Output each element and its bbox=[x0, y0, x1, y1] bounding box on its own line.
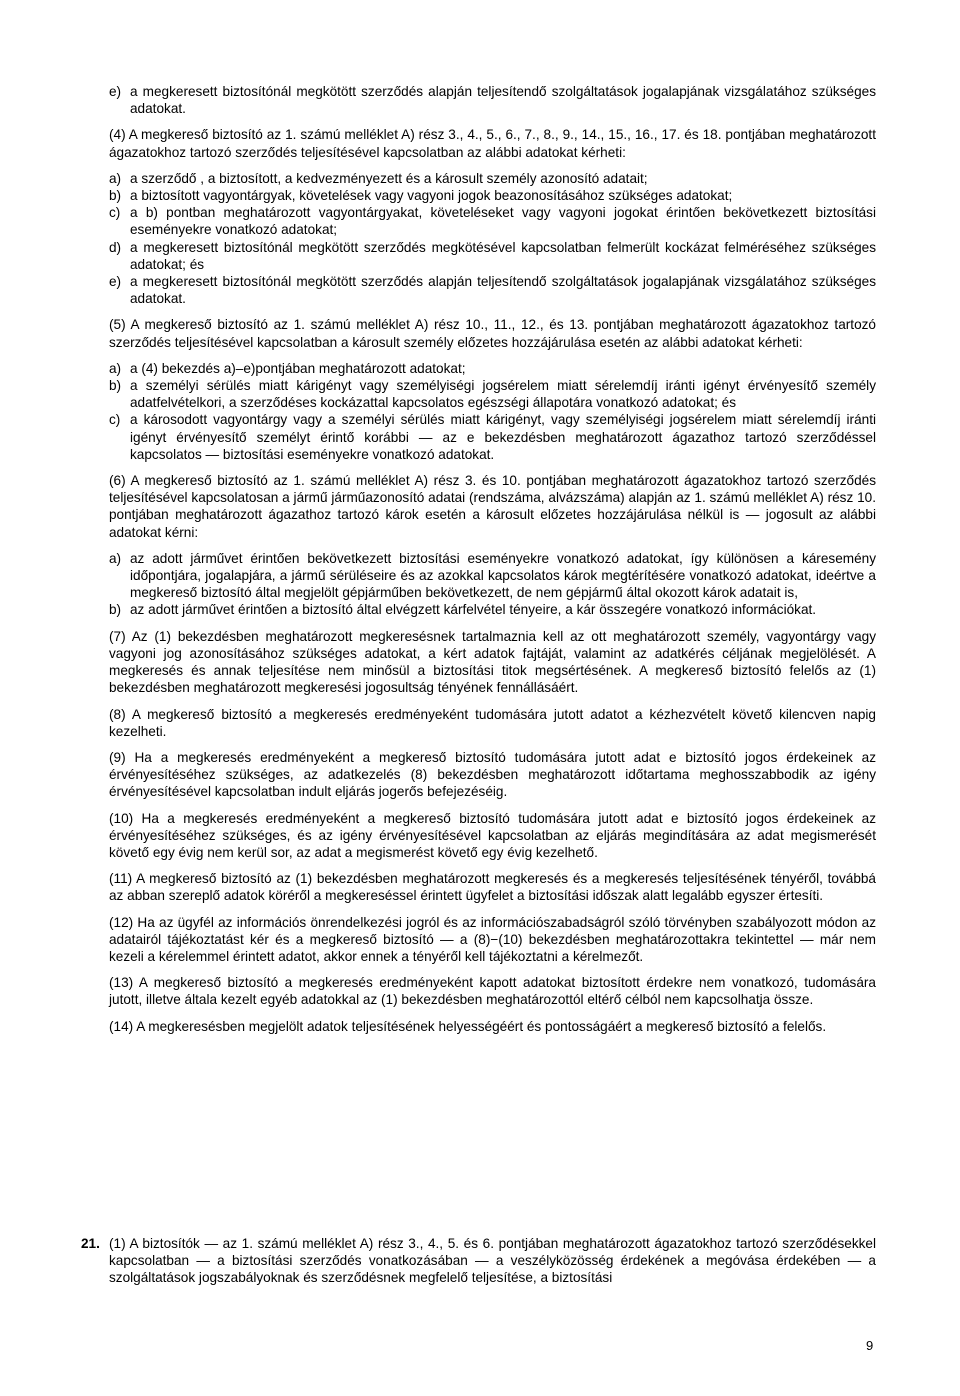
list-item-text: a (4) bekezdés a)–e)pontjában meghatározott adatokat; bbox=[130, 360, 466, 376]
list-item-label: e) bbox=[109, 84, 122, 99]
list-item-label: a) bbox=[109, 550, 122, 566]
paragraph: (5) A megkereső biztosító az 1. számú melléklet A) rész 10., 11., 12., és 13. pontjában meghatározott ágazatokhoz tartozó szerződés teljesítésével kapcsolatban a károsult személy előzetes hozzájárulása esetén az alábbi adatokat kérheti: bbox=[109, 317, 876, 350]
list-item bbox=[109, 411, 876, 463]
paragraph: (11) A megkereső biztosító az (1) bekezdésben meghatározott megkeresés és a megkeresés teljesítésének tényéről, továbbá az abban szereplő adatok köréről a megkereséssel érintett ügyfelet a biztosítási időszak alatt legalább egyszer értesíti. bbox=[109, 871, 876, 904]
list-item-text: a károsodott vagyontárgy vagy a személyi sérülés miatt kárigényt, vagy személyiségi jogsérelem miatt sérelemdíj iránti igényt érvényesítő személyt érintő korábbi — az e bekezdésben meghatározott ágazathoz tartozó szerződéssel kapcsolatos — biztosítási eseményekre vonatkozó adatokat. bbox=[130, 412, 876, 462]
paragraph: (10) Ha a megkeresés eredményeként a megkereső biztosító tudomására jutott adat e biztosító jogos érdekeinek az érvényesítéséhez szükséges, és az igény érvényesítésével kapcsolatban az eljárás megindítására az adat megismerését követő egy évig nem kerül sor, az adat a megismerést követő egy évig kezelhető. bbox=[109, 810, 876, 860]
list-item bbox=[109, 377, 876, 411]
list-item-text: a személyi sérülés miatt kárigényt vagy személyiségi jogsérelem miatt sérelemdíj iránti igényt érvényesítő személy adatfelvételkori, a szerződéses kockázattal kapcsolatos egészségi állapotára vonatkozó adatokat; és bbox=[130, 378, 876, 411]
list-item bbox=[109, 239, 876, 273]
list-item bbox=[109, 360, 876, 377]
list-item-label: a) bbox=[109, 170, 122, 186]
section-number: 21. bbox=[81, 1236, 100, 1251]
section-21 bbox=[81, 1235, 876, 1287]
list-item-text: a megkeresett biztosítónál megkötött szerződés megkötésével kapcsolatban felmerült kockázat felméréséhez szükséges adatokat; és bbox=[130, 239, 876, 272]
page-number: 9 bbox=[866, 1338, 874, 1353]
document-body bbox=[109, 83, 876, 1035]
list-item-text: az adott járművet érintően bekövetkezett biztosítási eseményekre vonatkozó adatokat, így különösen a káresemény időpontjára, jogalapjára, a jármű sérüléseire és az azokkal kapcsolatos károk megtérítésére vonatkozó adatokat, ideértve a megkereső biztosító által megjelölt gépjárműben bekövetkezett, de nem gépjármű által okozott károk adatait is, bbox=[130, 550, 876, 601]
list-item-label: b) bbox=[109, 188, 122, 204]
paragraph: (12) Ha az ügyfél az információs önrendelkezési jogról és az információszabadságról szóló törvényben szabályozott módon az adatairól tájékoztatást kér és a megkereső biztosító — a (8)−(10) bekezdésben meghatározottakra tekintettel — már nem kezeli a kérelemmel érintett adatot, akkor ennek a tényéről kell tájékoztatni a kérelmezőt. bbox=[109, 914, 876, 964]
list-item-label: b) bbox=[109, 602, 122, 618]
list-item bbox=[109, 204, 876, 238]
list-item-label: c) bbox=[109, 412, 121, 428]
list-item bbox=[109, 550, 876, 602]
section-text: (1) A biztosítók — az 1. számú melléklet A) rész 3., 4., 5. és 6. pontjában meghatározott ágazatokhoz tartozó szerződésekkel kapcsolatban — a biztosítási szerződés vonatkozásában — a veszélyközösség érdekének a megóvása érdekében — a szolgáltatások jogszabályoknak és szerződésnek megfelelő teljesítése, a biztosítási bbox=[109, 1236, 876, 1286]
list-item-text: a biztosított vagyontárgyak, követelések vagy vagyoni jogok beazonosításához szükséges adatokat; bbox=[130, 188, 733, 204]
list-item-label: d) bbox=[109, 239, 122, 255]
list-item bbox=[109, 601, 876, 618]
list-item-text: a b) pontban meghatározott vagyontárgyakat, követeléseket vagy vagyoni jogokat érintően bekövetkezett biztosítási eseményekre vonatkozó adatokat; bbox=[130, 205, 876, 238]
list-item-label: c) bbox=[109, 205, 121, 221]
list-item-label: e) bbox=[109, 274, 122, 290]
list-item bbox=[109, 170, 876, 187]
paragraph: (14) A megkeresésben megjelölt adatok teljesítésének helyességéért és pontosságáért a megkereső biztosító a felelős. bbox=[109, 1018, 827, 1034]
list-item-text: a megkeresett biztosítónál megkötött szerződés alapján teljesítendő szolgáltatások jogalapjának vizsgálatához szükséges adatokat. bbox=[130, 274, 876, 307]
list-item-label: a) bbox=[109, 360, 122, 376]
list-item bbox=[109, 83, 876, 117]
paragraph: (9) Ha a megkeresés eredményeként a megkereső biztosító tudomására jutott adat e biztosító jogos érdekeinek az érvényesítéséhez szükséges, az adatkezelés (8) bekezdésben meghatározott időtartama meghosszabbodik az igény érvényesítésével kapcsolatban indult eljárás jogerős befejezéséig. bbox=[109, 749, 876, 800]
list-item bbox=[109, 273, 876, 307]
list-item bbox=[109, 187, 876, 204]
paragraph: (6) A megkereső biztosító az 1. számú melléklet A) rész 3. és 10. pontjában meghatározott ágazatokhoz tartozó szerződés teljesítésével kapcsolatosan a jármű járműazonosító adatai (rendszáma, alvázszáma) alapján az 1. számú melléklet A) rész 10. pontjában meghatározott ágazathoz tartozó károk esetén a károsult előzetes hozzájárulása nélkül is — jogosult az alábbi adatokat kérni: bbox=[109, 473, 876, 540]
list-item-text: a megkeresett biztosítónál megkötött szerződés alapján teljesítendő szolgáltatások jogalapjának vizsgálatához szükséges adatokat. bbox=[130, 84, 876, 117]
paragraph: (8) A megkereső biztosító a megkeresés eredményeként tudomására jutott adatot a kézhezvételt követő kilencven napig kezelheti. bbox=[109, 706, 876, 739]
list-item-text: a szerződő , a biztosított, a kedvezményezett és a károsult személy azonosító adatait; bbox=[130, 170, 648, 186]
list-item-label: b) bbox=[109, 378, 122, 394]
list-item-text: az adott járművet érintően a biztosító által elvégzett kárfelvétel tényeire, a kár összegére vonatkozó információkat. bbox=[130, 602, 817, 618]
paragraph: (13) A megkereső biztosító a megkeresés eredményeként kapott adatokat biztosított érdekre nem vonatkozó, tudomására jutott, illetve általa kezelt egyéb adatokkal az (1) bekezdésben meghatározottól eltérő célból nem kapcsolhatja össze. bbox=[109, 975, 876, 1008]
paragraph: (4) A megkereső biztosító az 1. számú melléklet A) rész 3., 4., 5., 6., 7., 8., 9., 14., 15., 16., 17. és 18. pontjában meghatározott ágazatokhoz tartozó szerződés teljesítésével kapcsolatban az alábbi adatokat kérheti: bbox=[109, 127, 876, 160]
paragraph: (7) Az (1) bekezdésben meghatározott megkeresésnek tartalmaznia kell az ott meghatározott személy, vagyontárgy vagy vagyoni jog azonosításához szükséges adatokat, a kért adatok fajtáját, valamint az adatkérés céljának megjelölését. A megkeresés és annak teljesítése nem minősül a biztosítási titok megsértésének. A megkereső biztosító felelős az (1) bekezdésben meghatározott megkeresési jogosultság tényének fennállásáért. bbox=[109, 628, 876, 696]
